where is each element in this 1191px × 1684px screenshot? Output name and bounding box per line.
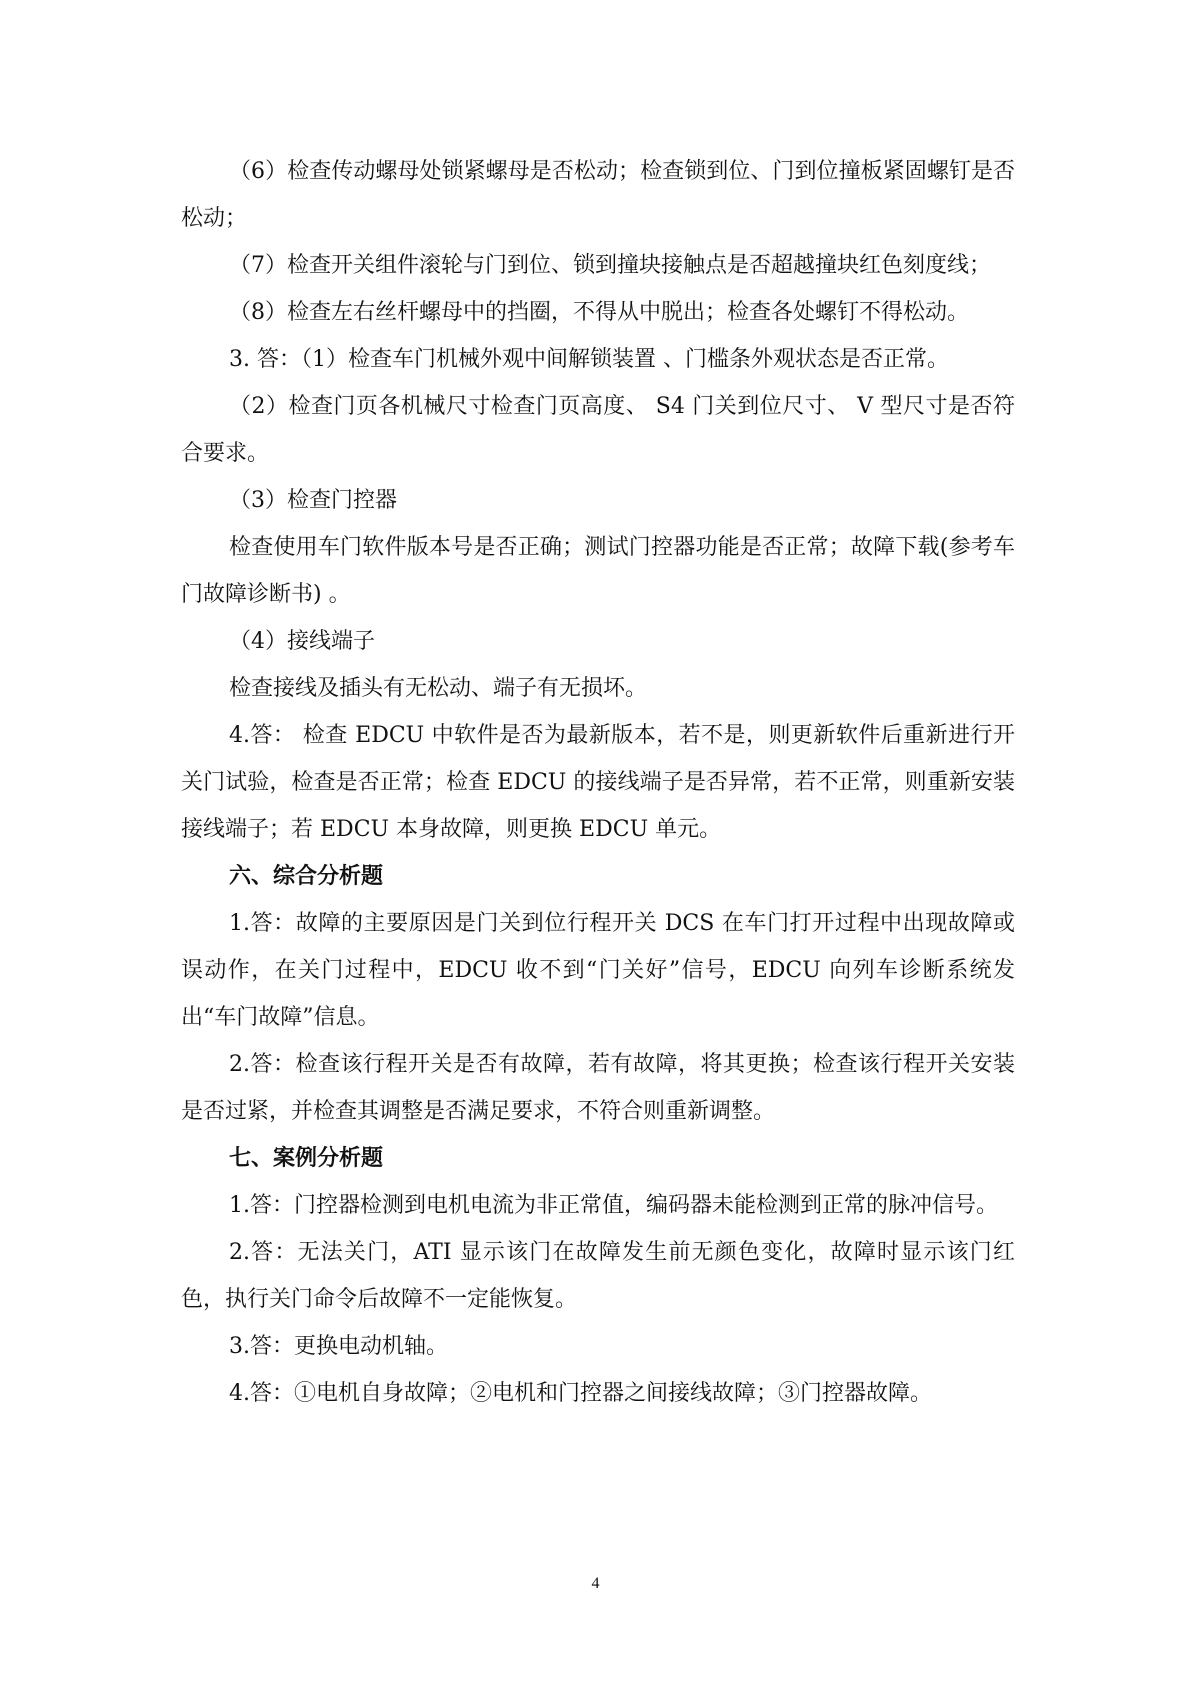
- paragraph-case-answer-3: 3.答：更换电动机轴。: [229, 1334, 448, 1359]
- paragraph-comprehensive-answer-2: 2.答：检查该行程开关是否有故障，若有故障，将其更换；检查该行程开关安装是否过紧，并检查其调整是否满足要求，不符合则重新调整。: [181, 1052, 1015, 1124]
- section-heading-comprehensive-analysis: 六、综合分析题: [229, 864, 384, 889]
- paragraph-answer-3: 3. 答：（1）检查车门机械外观中间解锁装置 、门槛条外观状态是否正常。: [229, 347, 949, 372]
- paragraph-answer-4: 4.答： 检查 EDCU 中软件是否为最新版本，若不是，则更新软件后重新进行开关门试验，检查是否正常；检查 EDCU 的接线端子是否异常，若不正常，则重新安装接线端子；若 EDCU 本身故障，则更换 EDCU 单元。: [181, 723, 1015, 842]
- paragraph-item-6: （6）检查传动螺母处锁紧螺母是否松动；检查锁到位、门到位撞板紧固螺钉是否松动；: [181, 159, 1015, 231]
- paragraph-comprehensive-answer-1: 1.答：故障的主要原因是门关到位行程开关 DCS 在车门打开过程中出现故障或误动作，在关门过程中，EDCU 收不到“门关好”信号，EDCU 向列车诊断系统发出“车门故障”信息。: [181, 911, 1015, 1030]
- paragraph-answer-3-item-4-detail: 检查接线及插头有无松动、端子有无损坏。: [229, 676, 648, 701]
- page-number: 4: [591, 1575, 600, 1592]
- paragraph-case-answer-2: 2.答：无法关门，ATI 显示该门在故障发生前无颜色变化，故障时显示该门红色，执行关门命令后故障不一定能恢复。: [181, 1240, 1015, 1312]
- paragraph-answer-3-item-4: （4）接线端子: [229, 629, 375, 654]
- paragraph-case-answer-4: 4.答：①电机自身故障；②电机和门控器之间接线故障；③门控器故障。: [229, 1381, 932, 1406]
- paragraph-answer-3-item-3-detail: 检查使用车门软件版本号是否正确；测试门控器功能是否正常；故障下载(参考车门故障诊断书) 。: [181, 535, 1015, 607]
- paragraph-case-answer-1: 1.答：门控器检测到电机电流为非正常值，编码器未能检测到正常的脉冲信号。: [229, 1193, 998, 1218]
- paragraph-answer-3-item-3: （3）检查门控器: [229, 488, 397, 513]
- paragraph-item-8: （8）检查左右丝杆螺母中的挡圈，不得从中脱出；检查各处螺钉不得松动。: [229, 300, 969, 325]
- document-body: [181, 148, 1015, 1417]
- section-heading-case-analysis: 七、案例分析题: [229, 1146, 384, 1171]
- paragraph-answer-3-item-2: （2）检查门页各机械尺寸检查门页高度、 S4 门关到位尺寸、 V 型尺寸是否符合要求。: [181, 394, 1015, 466]
- paragraph-item-7: （7）检查开关组件滚轮与门到位、锁到撞块接触点是否超越撞块红色刻度线；: [229, 253, 991, 278]
